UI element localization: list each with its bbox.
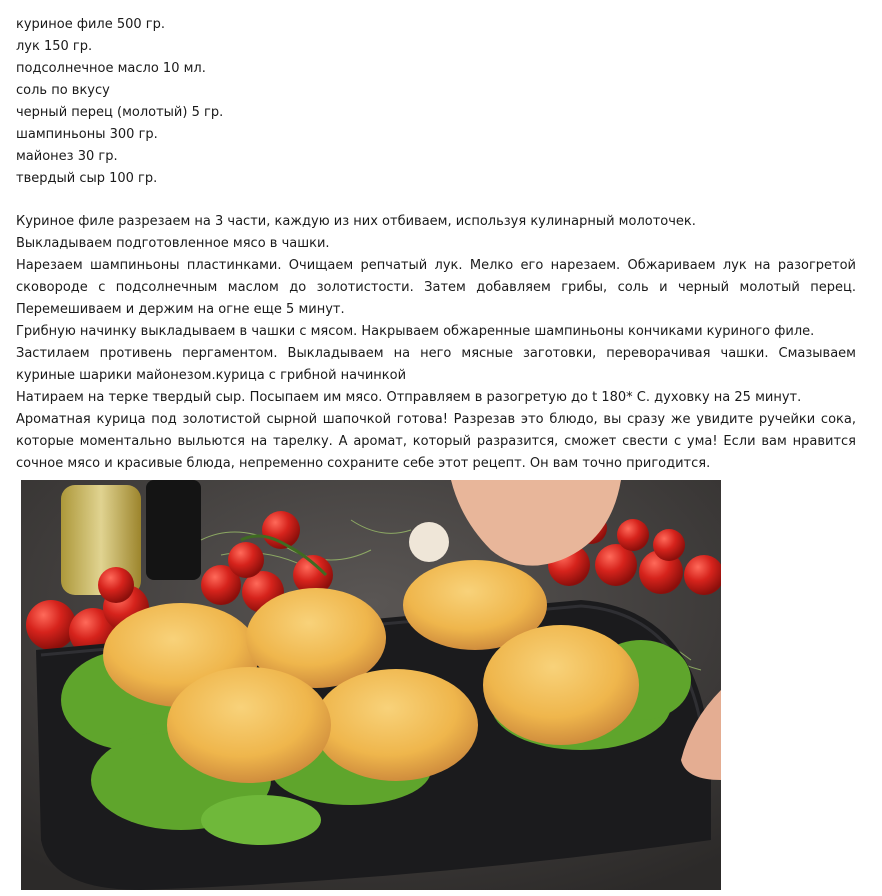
- ingredient-item: лук 150 гр.: [16, 39, 93, 54]
- instruction-step: Выкладываем подготовленное мясо в чашки.: [16, 236, 330, 251]
- instruction-step: Грибную начинку выкладываем в чашки с мясом. Накрываем обжаренные шампиньоны кончиками куриного филе.: [16, 324, 815, 339]
- instruction-step: Ароматная курица под золотистой сырной шапочкой готова! Разрезав это блюдо, вы сразу же увидите ручейки сока, которые моментально выльются на тарелку. А аромат, который разразится, сможет свести с ума! Если вам нравится сочное мясо и красивые блюда, непременно сохраните себе этот рецепт. Он вам точно пригодится.: [16, 412, 856, 471]
- ingredient-item: куриное филе 500 гр.: [16, 17, 165, 32]
- ingredient-item: шампиньоны 300 гр.: [16, 127, 158, 142]
- ingredient-item: подсолнечное масло 10 мл.: [16, 61, 206, 76]
- dish-illustration: [21, 480, 721, 890]
- instruction-step: Застилаем противень пергаментом. Выкладываем на него мясные заготовки, переворачивая чашки. Смазываем куриные шарики майонезом.курица с грибной начинкой: [16, 346, 856, 383]
- ingredient-item: майонез 30 гр.: [16, 149, 118, 164]
- ingredient-item: твердый сыр 100 гр.: [16, 171, 158, 186]
- ingredient-item: черный перец (молотый) 5 гр.: [16, 105, 224, 120]
- instruction-step: Натираем на терке твердый сыр. Посыпаем им мясо. Отправляем в разогретую до t 180* С. духовку на 25 минут.: [16, 390, 802, 405]
- ingredients-list: [16, 14, 223, 190]
- dish-photo: [21, 480, 721, 890]
- instruction-step: Куриное филе разрезаем на 3 части, каждую из них отбиваем, используя кулинарный молоточек.: [16, 214, 696, 229]
- ingredient-item: соль по вкусу: [16, 83, 110, 98]
- instructions: [16, 211, 856, 475]
- instruction-step: Нарезаем шампиньоны пластинками. Очищаем репчатый лук. Мелко его нарезаем. Обжариваем лук на разогретой сковороде с подсолнечным маслом до золотистости. Затем добавляем грибы, соль и черный молотый перец. Перемешиваем и держим на огне еще 5 минут.: [16, 258, 856, 317]
